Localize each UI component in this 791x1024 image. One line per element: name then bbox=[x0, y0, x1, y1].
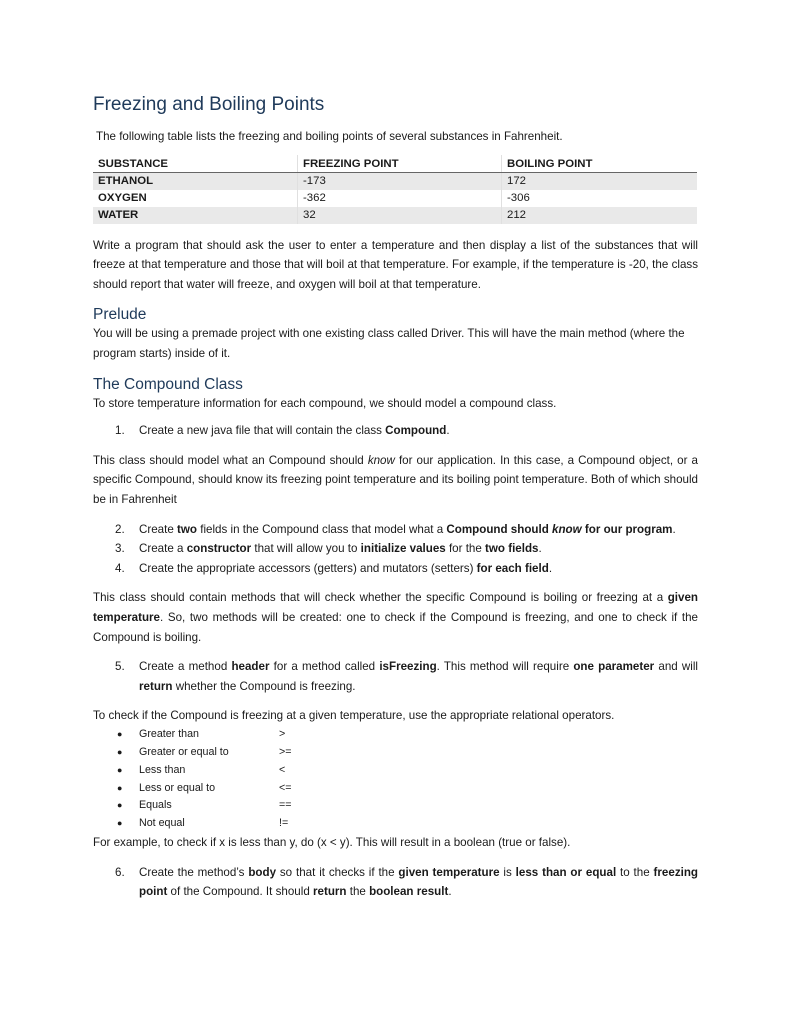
table-cell: 212 bbox=[502, 207, 698, 224]
list-item: 2. Create two fields in the Compound class that model what a Compound should know for our program. bbox=[115, 522, 676, 536]
list-item: 3. Create a constructor that will allow you to initialize values for the two fields. bbox=[115, 542, 542, 556]
operator-list bbox=[93, 726, 698, 833]
list-item: 5. Create a method header for a method called isFreezing. This method will require one parameter and will return whether the Compound is freezing. bbox=[115, 660, 698, 693]
table-row bbox=[93, 207, 697, 224]
task-paragraph: Write a program that should ask the user to enter a temperature and then display a list of the substances that will freeze at that temperature and those that will boil at that temperature. For example, if the temperature is -20, the class should report that water will freeze, and oxygen will boil at that temperature. bbox=[93, 238, 698, 291]
table-row bbox=[93, 172, 697, 190]
list-item: 1. Create a new java file that will contain the class Compound. bbox=[115, 424, 450, 438]
table-cell: OXYGEN bbox=[98, 192, 147, 205]
table-cell: -362 bbox=[298, 190, 502, 207]
methods-paragraph: This class should contain methods that will check whether the specific Compound is boiling or freezing at a given temperature. So, two methods will be created: one to check if the Compound is freezing, and one to check if the Compound is boiling. bbox=[93, 591, 698, 644]
bullet-icon: ● bbox=[117, 782, 123, 793]
table-header: BOILING POINT bbox=[502, 155, 698, 173]
list-item: ● Not equal != bbox=[93, 815, 698, 833]
intro-text: The following table lists the freezing and boiling points of several substances in Fahrenheit. bbox=[96, 130, 563, 143]
compound-intro: To store temperature information for each compound, we should model a compound class. bbox=[93, 396, 557, 410]
list-item: 4. Create the appropriate accessors (getters) and mutators (setters) for each field. bbox=[115, 561, 553, 575]
table-header: FREEZING POINT bbox=[298, 155, 502, 173]
table-cell: 32 bbox=[298, 207, 502, 224]
compound-heading: The Compound Class bbox=[93, 375, 243, 393]
bullet-icon: ● bbox=[117, 728, 123, 739]
prelude-text: You will be using a premade project with one existing class called Driver. This will have the main method (where the program starts) inside of it. bbox=[93, 327, 685, 360]
table-cell: 172 bbox=[502, 172, 698, 190]
list-item: ● Less than < bbox=[93, 762, 698, 780]
table-cell: -173 bbox=[298, 172, 502, 190]
step-list bbox=[93, 863, 698, 902]
step-list bbox=[93, 657, 698, 696]
list-item: ● Greater than > bbox=[93, 726, 698, 744]
table-cell: -306 bbox=[502, 190, 698, 207]
bullet-icon: ● bbox=[117, 800, 123, 811]
table-cell: WATER bbox=[93, 207, 298, 224]
prelude-heading: Prelude bbox=[93, 306, 147, 324]
table-cell: ETHANOL bbox=[93, 172, 298, 190]
know-paragraph: This class should model what an Compound should know for our application. In this case, a Compound object, or a specific Compound, should know its freezing point temperature and its boiling point temperature. Both of which should be in Fahrenheit bbox=[93, 453, 698, 506]
step-list bbox=[93, 520, 698, 579]
table-row bbox=[93, 190, 697, 207]
bullet-icon: ● bbox=[117, 746, 123, 757]
bullet-icon: ● bbox=[117, 818, 123, 829]
substance-table bbox=[93, 155, 697, 224]
example-text: For example, to check if x is less than y, do (x < y). This will result in a boolean (true or false). bbox=[93, 836, 571, 850]
document-page bbox=[93, 94, 698, 902]
page-title: Freezing and Boiling Points bbox=[93, 94, 325, 115]
list-item: 6. Create the method’s body so that it checks if the given temperature is less than or equal to the freezing point of the Compound. It should return the boolean result. bbox=[115, 865, 698, 899]
list-item: ● Equals == bbox=[93, 797, 698, 815]
operators-intro: To check if the Compound is freezing at a given temperature, use the appropriate relational operators. bbox=[93, 709, 615, 723]
bullet-icon: ● bbox=[117, 764, 123, 775]
table-header: SUBSTANCE bbox=[93, 155, 298, 173]
table-header-row bbox=[93, 155, 697, 173]
list-item: ● Less or equal to <= bbox=[93, 780, 698, 798]
step-list bbox=[93, 421, 698, 441]
list-item: ● Greater or equal to >= bbox=[93, 744, 698, 762]
